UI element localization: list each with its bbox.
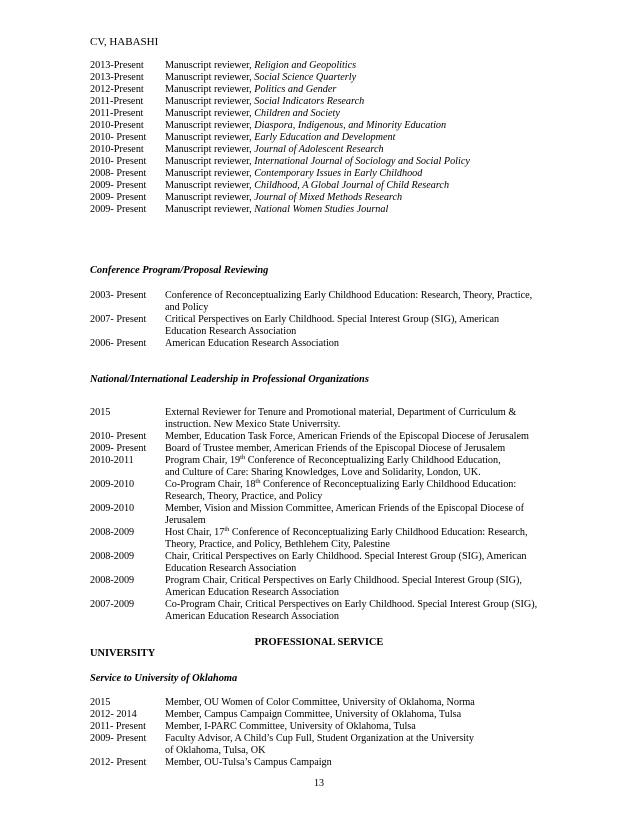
reviewer-row [90, 108, 560, 120]
university-heading: UNIVERSITY [90, 648, 156, 659]
row-text [165, 709, 461, 721]
journal-name: Social Science Quarterly [254, 72, 357, 83]
ordinal-suffix: th [240, 454, 246, 461]
journal-name: Early Education and Development [254, 132, 396, 143]
row-date: 2007-2009 [90, 599, 135, 610]
reviewer-row [90, 192, 560, 204]
service-row [90, 733, 560, 757]
leadership-row [90, 407, 560, 431]
row-line: Critical Perspectives on Early Childhood. Special Interest Group (SIG), American [165, 314, 500, 325]
page-header: CV, HABASHI [90, 36, 159, 48]
journal-name: Social Indicators Research [254, 96, 365, 107]
row-line: External Reviewer for Tenure and Promotional material, Department of Curriculum & [165, 407, 517, 418]
row-text [165, 721, 416, 733]
row-line: instruction. New Mexico State Univerrsity. [165, 419, 341, 430]
row-date: 2003- Present [90, 290, 147, 301]
row-line: Board of Trustee member, American Friends of the Episcopal Diocese of Jerusalem [165, 443, 506, 454]
ordinal-suffix: th [255, 478, 261, 485]
leadership-row [90, 479, 560, 503]
row-date: 2010- Present [90, 156, 147, 167]
row-date: 2009- Present [90, 192, 147, 203]
row-line: Research, Theory, Practice, and Policy [165, 491, 323, 502]
row-text: Manuscript reviewer, Politics and Gender [165, 84, 337, 95]
row-text [165, 338, 339, 350]
row-text [165, 479, 560, 503]
conference-list [90, 290, 560, 350]
row-line: American Education Research Association [165, 338, 339, 349]
row-text: Manuscript reviewer, Children and Society [165, 108, 340, 119]
row-line: Host Chair, 17th Conference of Reconceptualizing Early Childhood Education: Research, [165, 526, 528, 538]
row-date: 2011-Present [90, 96, 144, 107]
row-date: 2009-2010 [90, 503, 135, 514]
journal-name: Journal of Adolescent Research [254, 144, 384, 155]
row-text [165, 575, 560, 599]
row-date: 2009- Present [90, 204, 147, 215]
row-date: 2007- Present [90, 314, 147, 325]
service-row [90, 709, 560, 721]
row-text [165, 527, 560, 551]
row-text [165, 290, 560, 314]
journal-name: National Women Studies Journal [254, 204, 389, 215]
row-line: Member, Vision and Mission Committee, American Friends of the Episcopal Diocese of [165, 503, 524, 514]
reviewer-row [90, 180, 560, 192]
reviewer-row [90, 60, 560, 72]
leadership-row [90, 503, 560, 527]
row-text [165, 599, 560, 623]
reviewer-row [90, 72, 560, 84]
row-date: 2008-2009 [90, 551, 135, 562]
row-text [165, 757, 332, 769]
row-date: 2010-Present [90, 120, 144, 131]
row-line: Theory, Practice, and Policy, Bethlehem City, Palestine [165, 539, 390, 550]
conference-row [90, 314, 560, 338]
conference-row [90, 338, 560, 350]
leadership-row [90, 599, 560, 623]
row-line: Education Research Association [165, 563, 297, 574]
row-text [165, 455, 560, 479]
row-text [165, 443, 505, 455]
reviewer-list [90, 60, 560, 216]
reviewer-row [90, 168, 560, 180]
row-line: Faculty Advisor, A Child’s Cup Full, Student Organization at the University [165, 733, 474, 744]
row-line: Conference of Reconceptualizing Early Childhood Education: Research, Theory, Practice, [165, 290, 533, 301]
journal-name: Journal of Mixed Methods Research [254, 192, 403, 203]
row-line: Jerusalem [165, 515, 206, 526]
reviewer-row [90, 132, 560, 144]
service-row [90, 697, 560, 709]
leadership-row [90, 551, 560, 575]
row-text: Manuscript reviewer, Social Indicators Research [165, 96, 365, 107]
professional-service-heading: PROFESSIONAL SERVICE [254, 637, 384, 648]
leadership-row [90, 431, 560, 443]
journal-name: Politics and Gender [254, 84, 337, 95]
row-date: 2011-Present [90, 108, 144, 119]
row-text: Manuscript reviewer, International Journal of Sociology and Social Policy [165, 156, 470, 167]
row-date: 2012- 2014 [90, 709, 137, 720]
row-line: Program Chair, 19th Conference of Reconceptualizing Early Childhood Education, [165, 454, 501, 466]
row-text [165, 314, 560, 338]
service-row [90, 757, 560, 769]
leadership-row [90, 455, 560, 479]
journal-name: Contemporary Issues in Early Childhood [254, 168, 423, 179]
conference-row [90, 290, 560, 314]
row-text: Manuscript reviewer, National Women Studies Journal [165, 204, 389, 215]
row-line: of Oklahoma, Tulsa, OK [165, 745, 266, 756]
ordinal-suffix: th [224, 526, 230, 533]
leadership-list [90, 407, 560, 623]
row-text: Manuscript reviewer, Religion and Geopolitics [165, 60, 357, 71]
leadership-row [90, 527, 560, 551]
conference-heading: Conference Program/Proposal Reviewing [90, 265, 269, 276]
row-date: 2011- Present [90, 721, 146, 732]
row-text [165, 407, 560, 431]
row-text [165, 431, 529, 443]
row-text: Manuscript reviewer, Journal of Mixed Methods Research [165, 192, 403, 203]
row-line: Member, Campus Campaign Committee, University of Oklahoma, Tulsa [165, 709, 462, 720]
row-line: American Education Research Association [165, 611, 339, 622]
row-date: 2012- Present [90, 757, 147, 768]
leadership-row [90, 575, 560, 599]
reviewer-row [90, 84, 560, 96]
leadership-row [90, 443, 560, 455]
row-line: Member, OU-Tulsa’s Campus Campaign [165, 757, 332, 768]
row-date: 2009-2010 [90, 479, 135, 490]
reviewer-row [90, 204, 560, 216]
row-date: 2013-Present [90, 72, 144, 83]
service-heading: Service to University of Oklahoma [90, 673, 238, 684]
row-line: Member, I-PARC Committee, University of Oklahoma, Tulsa [165, 721, 416, 732]
journal-name: Childhood, A Global Journal of Child Research [254, 180, 450, 191]
row-text: Manuscript reviewer, Social Science Quarterly [165, 72, 357, 83]
row-date: 2010- Present [90, 132, 147, 143]
row-text: Manuscript reviewer, Journal of Adolescent Research [165, 144, 384, 155]
row-date: 2006- Present [90, 338, 147, 349]
row-text [165, 551, 560, 575]
row-date: 2009- Present [90, 733, 147, 744]
row-text: Manuscript reviewer, Diaspora, Indigenous, and Minority Education [165, 120, 447, 131]
row-date: 2008- Present [90, 168, 147, 179]
journal-name: Religion and Geopolitics [254, 60, 357, 71]
row-date: 2015 [90, 697, 111, 708]
row-line: and Policy [165, 302, 209, 313]
row-line: American Education Research Association [165, 587, 339, 598]
row-text [165, 697, 475, 709]
journal-name: Children and Society [254, 108, 340, 119]
row-line: Member, OU Women of Color Committee, University of Oklahoma, Norma [165, 697, 475, 708]
row-text: Manuscript reviewer, Early Education and Development [165, 132, 396, 143]
row-date: 2008-2009 [90, 527, 135, 538]
row-line: and Culture of Care: Sharing Knowledges, Love and Solidarity, London, UK. [165, 467, 481, 478]
row-date: 2010- Present [90, 431, 147, 442]
row-date: 2012-Present [90, 84, 144, 95]
service-row [90, 721, 560, 733]
row-text: Manuscript reviewer, Contemporary Issues in Early Childhood [165, 168, 423, 179]
service-list [90, 697, 560, 769]
row-text [165, 503, 560, 527]
journal-name: International Journal of Sociology and Social Policy [254, 156, 470, 167]
row-line: Chair, Critical Perspectives on Early Childhood. Special Interest Group (SIG), American [165, 551, 527, 562]
reviewer-row [90, 120, 560, 132]
row-date: 2009- Present [90, 443, 147, 454]
journal-name: Diaspora, Indigenous, and Minority Education [254, 120, 447, 131]
reviewer-row [90, 96, 560, 108]
row-date: 2010-2011 [90, 455, 134, 466]
row-date: 2015 [90, 407, 111, 418]
reviewer-row [90, 144, 560, 156]
row-line: Co-Program Chair, Critical Perspectives on Early Childhood. Special Interest Group (SIG), [165, 599, 538, 610]
row-date: 2008-2009 [90, 575, 135, 586]
row-line: Education Research Association [165, 326, 297, 337]
row-line: Member, Education Task Force, American Friends of the Episcopal Diocese of Jerusalem [165, 431, 529, 442]
row-text [165, 733, 560, 757]
row-date: 2013-Present [90, 60, 144, 71]
reviewer-row [90, 156, 560, 168]
page-number: 13 [314, 778, 324, 789]
row-line: Program Chair, Critical Perspectives on Early Childhood. Special Interest Group (SIG), [165, 575, 522, 586]
leadership-heading: National/International Leadership in Professional Organizations [90, 374, 369, 385]
row-date: 2009- Present [90, 180, 147, 191]
row-text: Manuscript reviewer, Childhood, A Global Journal of Child Research [165, 180, 450, 191]
row-line: Co-Program Chair, 18th Conference of Reconceptualizing Early Childhood Education: [165, 478, 517, 490]
row-date: 2010-Present [90, 144, 144, 155]
